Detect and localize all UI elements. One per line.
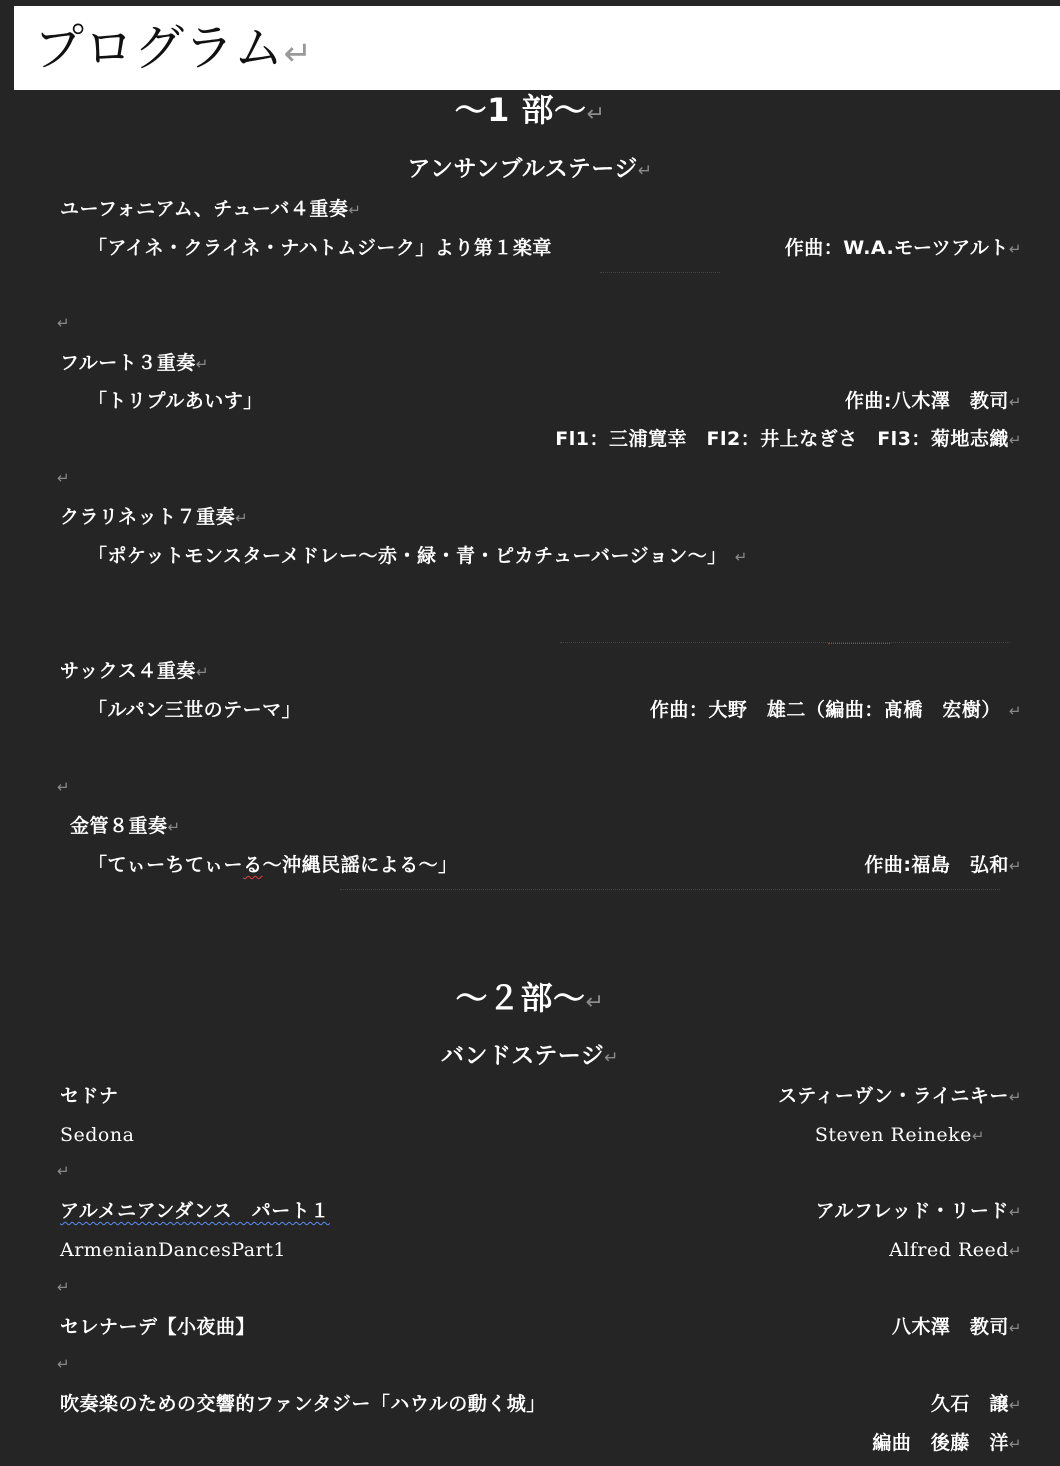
divider	[560, 642, 1010, 643]
group-name: サックス４重奏	[60, 660, 196, 682]
paragraph-mark-icon: ↵	[195, 663, 210, 681]
paragraph-mark-icon: ↵	[1008, 1319, 1022, 1337]
part2-subheading-text: バンドステージ	[440, 1043, 605, 1069]
credit-text: 作曲：W.A.モーツアルト	[784, 237, 1009, 259]
paragraph-mark-icon: ↵	[1008, 857, 1022, 875]
paragraph-mark-icon: ↵	[167, 818, 181, 836]
piece-title-text: 「ポケットモンスターメドレー〜赤・緑・青・ピカチューバージョン〜」	[88, 545, 727, 567]
composer-en	[815, 1123, 985, 1148]
group-name: クラリネット７重奏	[60, 506, 236, 528]
paragraph-mark-icon: ↵	[57, 778, 70, 796]
paragraph-mark-icon: ↵	[1008, 1435, 1022, 1453]
paragraph-mark-icon: ↵	[1008, 1203, 1022, 1221]
paragraph-mark-icon: ↵	[971, 1127, 985, 1145]
group-name: フルート３重奏	[60, 352, 196, 374]
arranger-text: 編曲 後藤 洋	[872, 1432, 1009, 1454]
performer-list	[555, 427, 1022, 452]
title-bar	[14, 6, 1060, 90]
composer-ja	[778, 1084, 1022, 1109]
credit-text: 作曲：大野 雄二（編曲：髙橋 宏樹）	[649, 699, 1001, 721]
performers-text: Fl1：三浦寛幸 Fl2：井上なぎさ Fl3：菊地志織	[555, 428, 1009, 450]
ensemble-group	[70, 814, 181, 839]
ensemble-group	[60, 659, 209, 684]
paragraph-mark-icon: ↵	[604, 1048, 620, 1068]
composer-ja	[892, 1315, 1022, 1340]
part1-subheading	[0, 154, 1060, 186]
composer-text: アルフレッド・リード	[815, 1200, 1009, 1222]
paragraph-mark-icon: ↵	[57, 1278, 70, 1296]
divider	[340, 889, 1000, 890]
group-name: ユーフォニアム、チューバ４重奏	[60, 198, 349, 220]
spellcheck-underline	[828, 643, 890, 644]
ensemble-group	[60, 505, 248, 530]
piece-title-ja: 吹奏楽のための交響的ファンタジー「ハウルの動く城」	[60, 1393, 546, 1415]
paragraph-mark-icon: ↵	[1008, 1088, 1022, 1106]
paragraph-mark-icon: ↵	[57, 1355, 70, 1373]
composer-credit	[864, 853, 1022, 878]
composer-credit	[845, 389, 1022, 414]
paragraph-mark-icon: ↵	[637, 161, 653, 181]
grammar-flagged-text: アルメニアンダンス パート１	[60, 1200, 330, 1222]
piece-title-ja: セレナーデ【小夜曲】	[60, 1316, 256, 1338]
piece-title: 「トリプルあいす」	[88, 390, 263, 412]
composer-ja	[931, 1392, 1022, 1417]
composer-text: 八木澤 教司	[891, 1316, 1009, 1338]
composer-text: Steven Reineke	[814, 1124, 972, 1146]
part2-subheading	[0, 1041, 1060, 1073]
composer-credit	[785, 236, 1022, 261]
page-title	[34, 18, 312, 84]
page-title-text: プログラム	[34, 19, 284, 77]
piece-title-ja: セドナ	[60, 1085, 119, 1107]
paragraph-mark-icon: ↵	[734, 548, 748, 566]
piece-title	[88, 853, 458, 877]
part1-subheading-text: アンサンブルステージ	[407, 156, 638, 182]
paragraph-mark-icon: ↵	[57, 469, 70, 487]
piece-title	[88, 544, 748, 569]
composer-text: スティーヴン・ライニキー	[778, 1085, 1009, 1107]
paragraph-mark-icon: ↵	[195, 355, 209, 373]
piece-title-part: 「てぃーちてぃー	[88, 854, 244, 876]
composer-text: Alfred Reed	[889, 1239, 1009, 1261]
paragraph-mark-icon: ↵	[585, 990, 605, 1015]
paragraph-mark-icon: ↵	[1008, 1242, 1022, 1260]
part1-heading-text: 〜1 部〜	[454, 91, 587, 129]
composer-en	[889, 1238, 1022, 1263]
composer-ja	[816, 1199, 1022, 1224]
spellcheck-flagged-word: る	[243, 854, 263, 876]
composer-credit	[650, 698, 1022, 723]
piece-title-part: 〜沖縄民謡による〜」	[262, 854, 458, 876]
piece-title-en: Sedona	[60, 1124, 135, 1146]
paragraph-mark-icon: ↵	[348, 201, 362, 219]
piece-title-en: ArmenianDancesPart1	[60, 1239, 286, 1261]
paragraph-mark-icon: ↵	[586, 102, 606, 127]
paragraph-mark-icon: ↵	[1008, 240, 1022, 258]
part2-heading	[0, 978, 1060, 1023]
ensemble-group	[60, 197, 361, 222]
piece-title: 「アイネ・クライネ・ナハトムジーク」より第１楽章	[88, 237, 552, 259]
piece-title-ja	[60, 1199, 330, 1223]
part2-heading-text: 〜２部〜	[455, 979, 586, 1017]
arranger-credit	[872, 1431, 1022, 1456]
paragraph-mark-icon: ↵	[57, 314, 70, 332]
group-name: 金管８重奏	[70, 815, 168, 837]
paragraph-mark-icon: ↵	[283, 34, 312, 74]
paragraph-mark-icon: ↵	[1008, 431, 1022, 449]
composer-text: 久石 譲	[930, 1393, 1009, 1415]
paragraph-mark-icon: ↵	[57, 1162, 70, 1180]
ensemble-group	[60, 351, 209, 376]
credit-text: 作曲:八木澤 教司	[844, 390, 1009, 412]
credit-text: 作曲:福島 弘和	[864, 854, 1009, 876]
piece-title: 「ルパン三世のテーマ」	[88, 699, 302, 721]
paragraph-mark-icon: ↵	[235, 509, 249, 527]
part1-heading	[0, 90, 1060, 135]
paragraph-mark-icon: ↵	[1008, 1396, 1022, 1414]
paragraph-mark-icon: ↵	[1008, 393, 1022, 411]
paragraph-mark-icon: ↵	[1008, 702, 1022, 720]
divider	[600, 272, 720, 273]
